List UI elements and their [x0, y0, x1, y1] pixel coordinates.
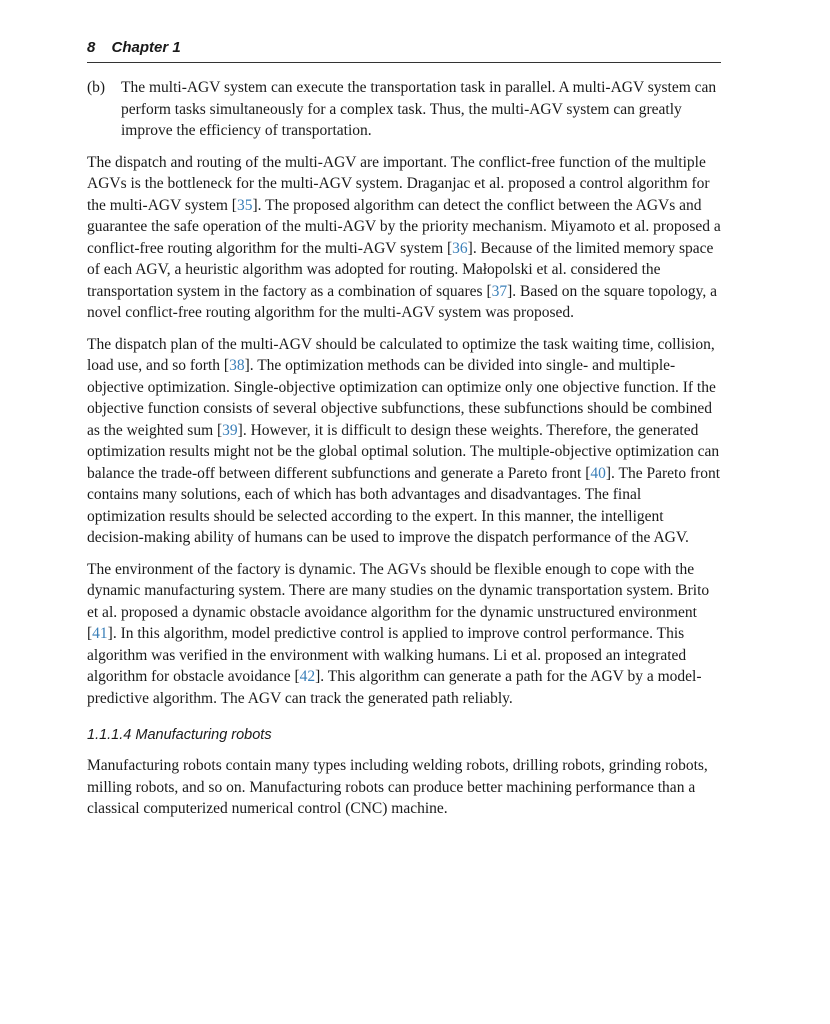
text-run: ]. The proposed algorithm can detect the conflict between the AGVs and guarantee the safe operation of the multi-AGV by the priority mechanism. Miyamoto et al. proposed a conflict-free routing algorithm for the multi-AGV system [	[87, 196, 721, 257]
citation-38[interactable]: 38	[229, 357, 245, 374]
text-run: ]. Based on the square topology, a novel conflict-free routing algorithm for the multi-AGV system was proposed.	[87, 282, 718, 321]
citation-35[interactable]: 35	[236, 196, 253, 214]
paragraph-dispatch-routing	[87, 152, 721, 324]
text-run: ]. The optimization methods can be divided into single- and multiple-objective optimization. Single-objective optimization can optimize only one objective function. If the objective function consists of several objective subfunctions, these subfunctions should be combined as the weighted sum [	[87, 357, 716, 439]
paragraph-environment	[87, 559, 721, 710]
citation-36[interactable]: 36	[452, 239, 468, 257]
text-run: ]. The Pareto front contains many solutions, each of which has both advantages and disadvantages. The final optimization results should be selected according to the expert. In this manner, the intelligent decision-making ability of humans can be used to improve the dispatch performance of the AGV.	[87, 464, 721, 546]
paragraph-manufacturing-robots: Manufacturing robots contain many types including welding robots, drilling robots, grinding robots, milling robots, and so on. Manufacturing robots can produce better machining performance than a classical computerized numerical control (CNC) machine.	[87, 757, 708, 817]
text-run: ]. In this algorithm, model predictive control is applied to improve control performance. This algorithm was verified in the environment with walking humans. Li et al. proposed an integrated algorithm for obstacle avoidance [	[87, 625, 687, 685]
subsection-heading: 1.1.1.4 Manufacturing robots	[87, 727, 272, 743]
chapter-label: Chapter 1	[111, 39, 181, 56]
list-marker: (b)	[87, 79, 106, 96]
running-head	[87, 38, 721, 63]
text-run: ]. However, it is difficult to design these weights. Therefore, the generated optimization results might not be the global optimal solution. The multiple-objective optimization can balance the trade-off between different subfunctions and generate a Pareto front [	[87, 421, 720, 482]
text-run: The dispatch plan of the multi-AGV should be calculated to optimize the task waiting time, collision, load use, and so forth [	[87, 335, 715, 374]
text-run: ]. Because of the limited memory space of each AGV, a heuristic algorithm was adopted for routing. Małopolski et al. considered the transportation system in the factory as a combination of squares [	[87, 239, 714, 300]
citation-37[interactable]: 37	[491, 282, 508, 300]
text-run: The environment of the factory is dynamic. The AGVs should be flexible enough to cope with the dynamic manufacturing system. There are many studies on the dynamic transportation system. Brito et al. proposed a dynamic obstacle avoidance algorithm for the dynamic unstructured environment [	[87, 560, 710, 642]
text-run: The dispatch and routing of the multi-AGV are important. The conflict-free function of the multiple AGVs is the bottleneck for the multi-AGV system. Draganjac et al. proposed a control algorithm for the multi-AGV system [	[87, 153, 710, 214]
citation-39[interactable]: 39	[222, 421, 238, 439]
citation-40[interactable]: 40	[590, 464, 606, 482]
page	[87, 38, 721, 830]
text-run: ]. This algorithm can generate a path for the AGV by a model-predictive algorithm. The AGV can track the generated path reliably.	[87, 668, 702, 707]
page-number: 8	[87, 39, 96, 56]
citation-42[interactable]: 42	[299, 668, 316, 685]
citation-41[interactable]: 41	[92, 625, 108, 642]
list-item-b	[87, 77, 721, 142]
list-item-text: The multi-AGV system can execute the transportation task in parallel. A multi-AGV system can perform tasks simultaneously for a complex task. Thus, the multi-AGV system can greatly improve the efficiency of transportation.	[121, 79, 717, 139]
paragraph-dispatch-plan	[87, 334, 721, 549]
